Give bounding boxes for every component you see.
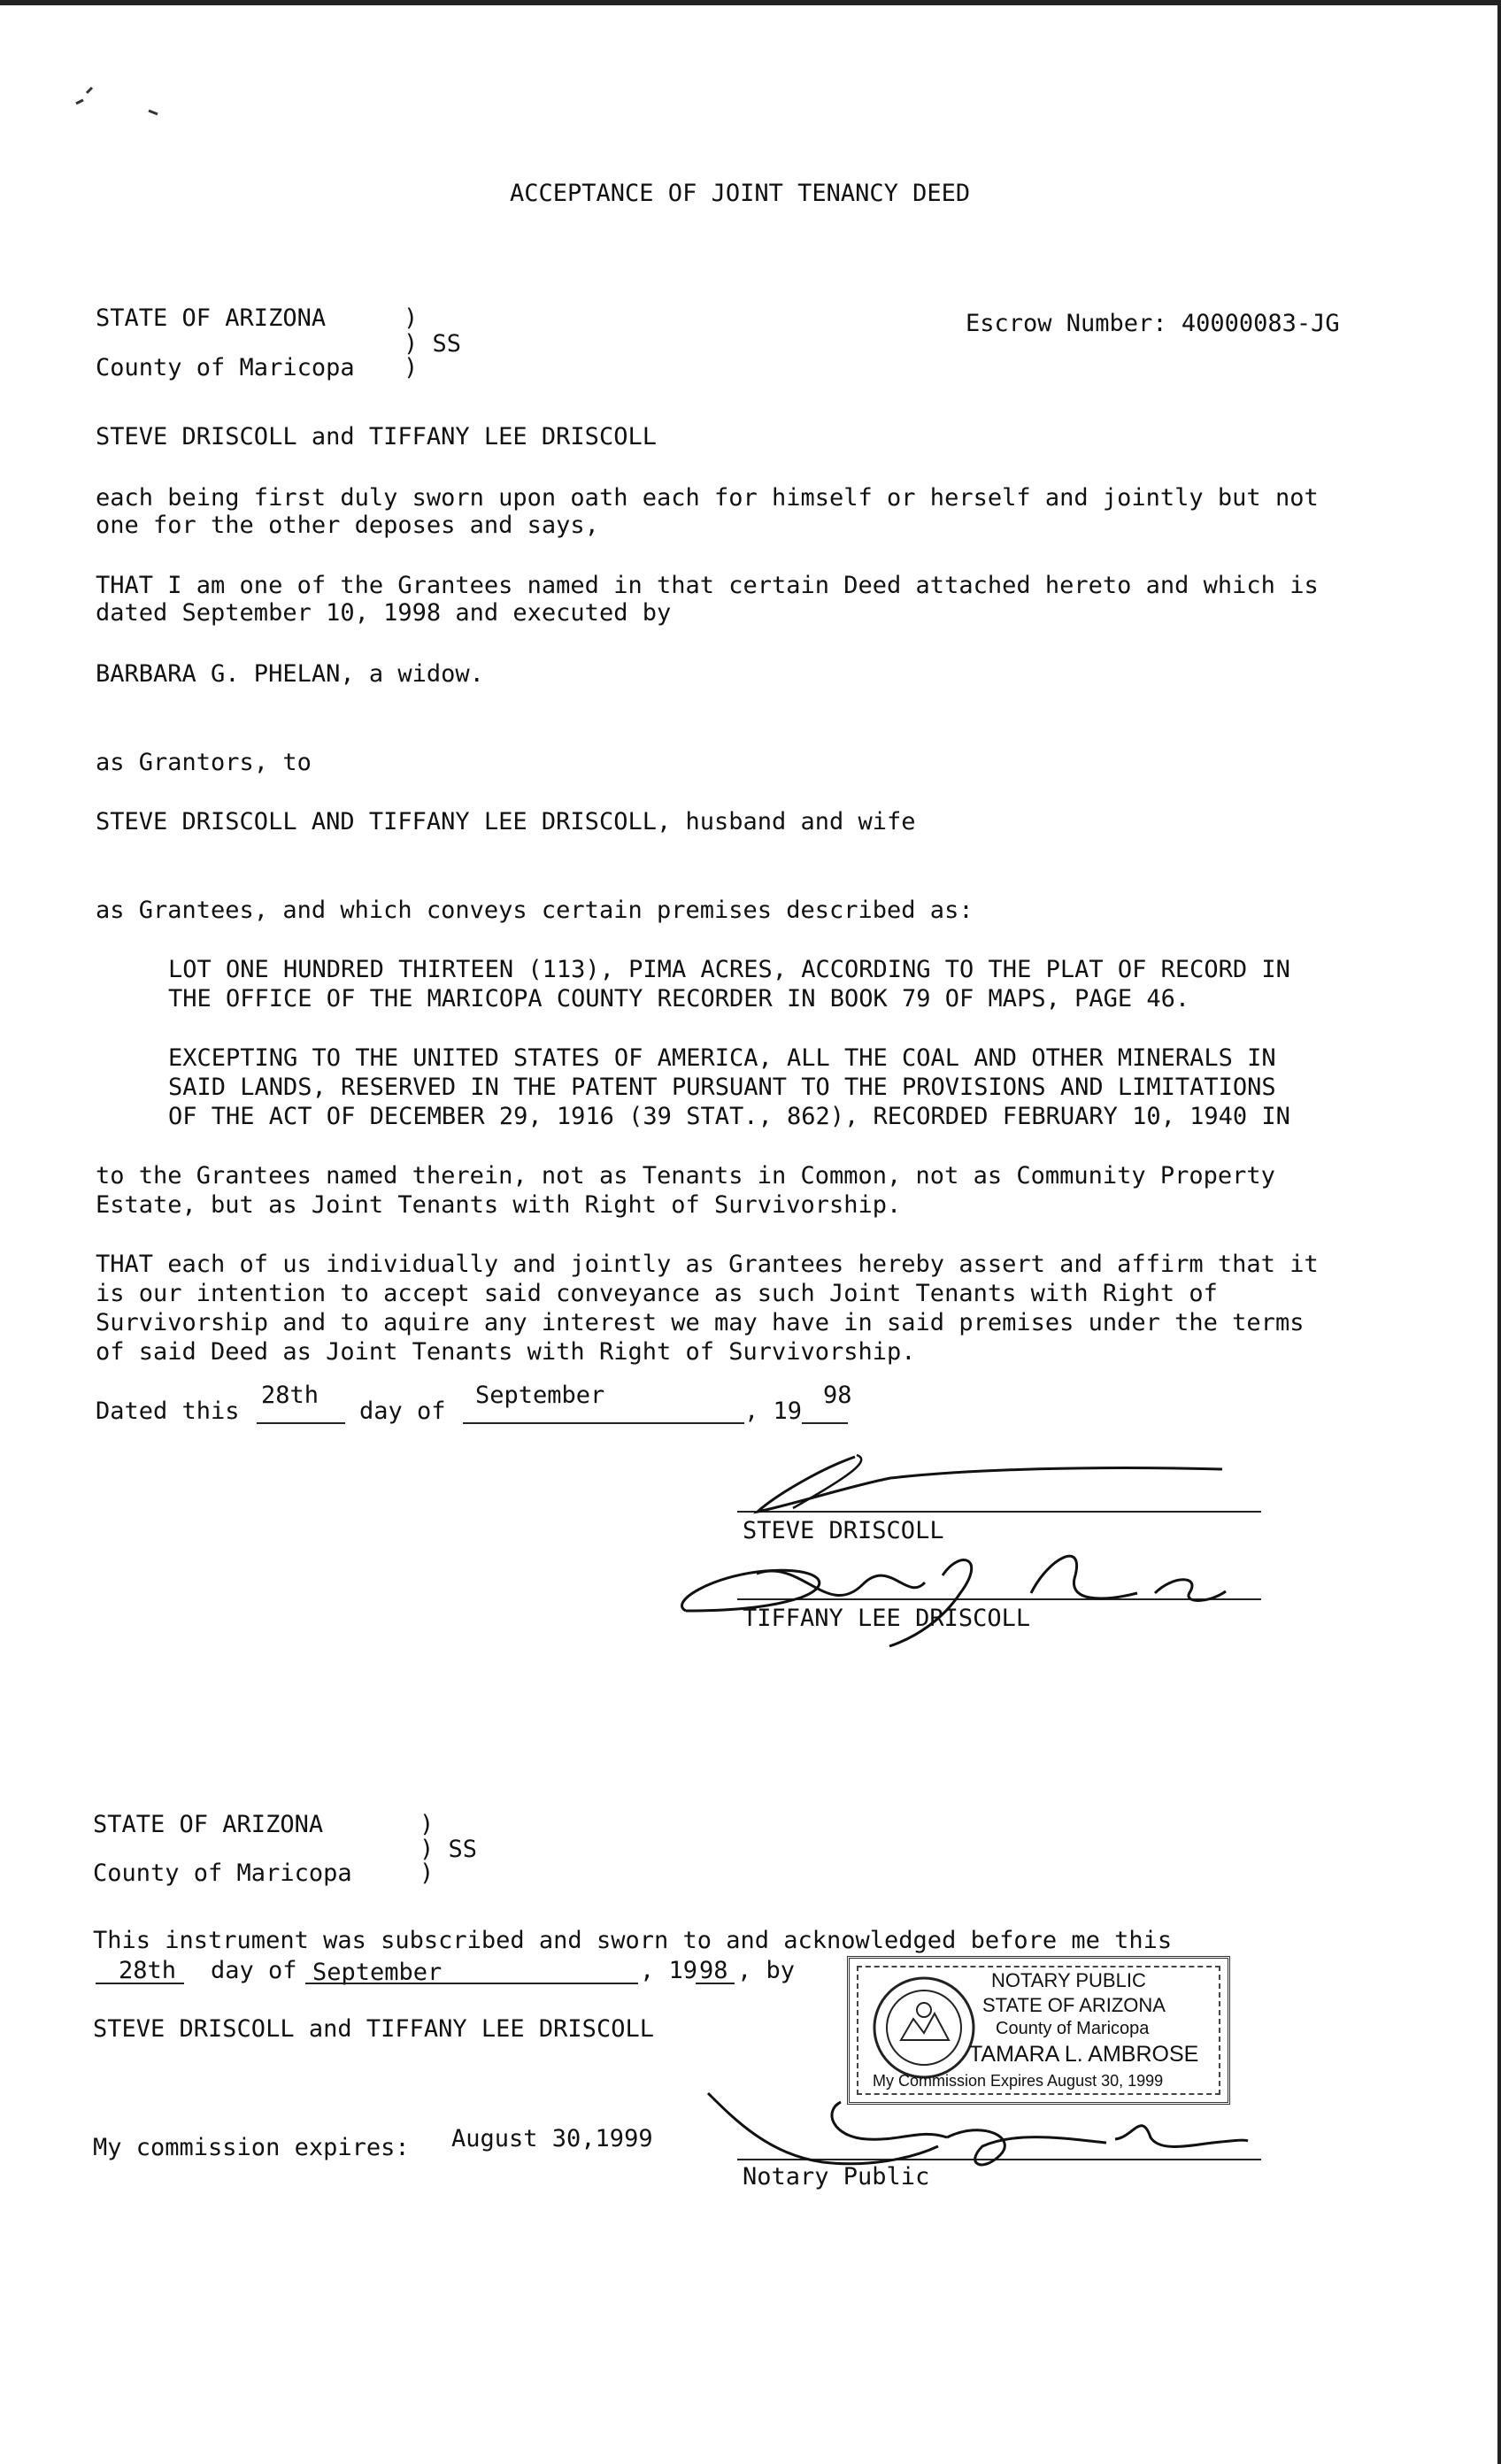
document-title: ACCEPTANCE OF JOINT TENANCY DEED	[510, 180, 971, 207]
venue-paren: )	[404, 354, 419, 381]
legal-exception-line: OF THE ACT OF DECEMBER 29, 1916 (39 STAT., 862), RECORDED FEBRUARY 10, 1940 IN	[168, 1103, 1290, 1130]
venue-paren: )	[404, 304, 419, 332]
tiffany-signature	[659, 1522, 1243, 1655]
paragraph-line: of said Deed as Joint Tenants with Right of Survivorship.	[96, 1338, 916, 1366]
paragraph-line: Survivorship and to aquire any interest we may have in said premises under the terms	[96, 1309, 1305, 1336]
dated-year-prefix: , 19	[744, 1398, 803, 1425]
commission-value: August 30,1999	[451, 2125, 653, 2152]
venue-state: STATE OF ARIZONA	[93, 1811, 324, 1838]
notary-public-label: Notary Public	[743, 2163, 930, 2191]
paragraph-line: each being first duly sworn upon oath each for himself or herself and jointly but not	[96, 484, 1319, 512]
escrow-number: Escrow Number: 40000083-JG	[966, 310, 1340, 337]
ack-by: , by	[737, 1957, 796, 1984]
ack-year-underline	[696, 1983, 735, 1984]
paragraph-line: THAT I am one of the Grantees named in that certain Deed attached hereto and which is	[96, 572, 1319, 599]
ack-month-underline	[305, 1983, 638, 1984]
signer-name-tiffany: TIFFANY LEE DRISCOLL	[743, 1605, 1031, 1632]
scan-border-right	[1497, 0, 1501, 2464]
paragraph-line: is our intention to accept said conveyance as such Joint Tenants with Right of	[96, 1280, 1218, 1307]
paragraph-line: to the Grantees named therein, not as Tenants in Common, not as Community Property	[96, 1162, 1275, 1190]
dated-day-underline	[257, 1422, 345, 1424]
paragraph-line: one for the other deposes and says,	[96, 512, 599, 539]
as-grantees: as Grantees, and which conveys certain premises described as:	[96, 897, 974, 924]
signer-name-steve: STEVE DRISCOLL	[743, 1517, 944, 1544]
legal-exception-line: SAID LANDS, RESERVED IN THE PATENT PURSUANT TO THE PROVISIONS AND LIMITATIONS	[168, 1074, 1276, 1101]
dated-year-underline	[802, 1422, 848, 1424]
venue-ss: ) SS	[420, 1836, 478, 1863]
venue-state: STATE OF ARIZONA	[96, 304, 327, 332]
grantor-name: BARBARA G. PHELAN, a widow.	[96, 660, 484, 688]
paragraph-line: Estate, but as Joint Tenants with Right of Survivorship.	[96, 1191, 902, 1219]
stamp-line: NOTARY PUBLIC	[991, 1969, 1146, 1991]
scan-border-top	[0, 0, 1501, 5]
stray-marks	[71, 84, 177, 128]
venue-county: County of Maricopa	[93, 1860, 352, 1887]
stamp-line: My Commission Expires August 30, 1999	[873, 2072, 1164, 2090]
ack-day-underline	[96, 1983, 184, 1984]
ack-day-of: day of	[211, 1957, 297, 1984]
affiant-names: STEVE DRISCOLL and TIFFANY LEE DRISCOLL	[96, 423, 657, 450]
dated-month-underline	[463, 1422, 744, 1424]
stamp-line: STATE OF ARIZONA	[982, 1994, 1166, 2016]
legal-description-line: LOT ONE HUNDRED THIRTEEN (113), PIMA ACRES, ACCORDING TO THE PLAT OF RECORD IN	[168, 956, 1290, 983]
commission-label: My commission expires:	[93, 2134, 410, 2161]
ack-year-prefix: , 19	[640, 1957, 698, 1984]
ack-names: STEVE DRISCOLL and TIFFANY LEE DRISCOLL	[93, 2015, 654, 2043]
venue-ss: ) SS	[404, 330, 462, 358]
legal-description-line: THE OFFICE OF THE MARICOPA COUNTY RECORDER IN BOOK 79 OF MAPS, PAGE 46.	[168, 985, 1190, 1013]
as-grantors: as Grantors, to	[96, 749, 312, 776]
dated-day-value: 28th	[261, 1382, 319, 1409]
dated-label: Dated this	[96, 1398, 240, 1425]
steve-signature	[740, 1443, 1235, 1522]
stamp-line: TAMARA L. AMBROSE	[969, 2042, 1199, 2067]
paragraph-line: dated September 10, 1998 and executed by	[96, 599, 672, 627]
ack-month-value: September	[312, 1959, 443, 1986]
venue-paren: )	[420, 1860, 435, 1887]
venue-paren: )	[420, 1811, 435, 1838]
acknowledgment-text: This instrument was subscribed and sworn to and acknowledged before me this	[93, 1927, 1173, 1954]
venue-county: County of Maricopa	[96, 354, 355, 381]
ack-year-value: 98	[699, 1957, 728, 1984]
legal-exception-line: EXCEPTING TO THE UNITED STATES OF AMERICA, ALL THE COAL AND OTHER MINERALS IN	[168, 1044, 1276, 1072]
ack-day-value: 28th	[119, 1957, 177, 1984]
dated-year-value: 98	[823, 1382, 852, 1409]
notary-seal-stamp	[847, 1956, 1230, 2105]
dated-month-value: September	[475, 1382, 605, 1409]
grantee-names: STEVE DRISCOLL AND TIFFANY LEE DRISCOLL, husband and wife	[96, 808, 916, 835]
arizona-seal-icon	[871, 1975, 977, 2081]
paragraph-line: THAT each of us individually and jointly as Grantees hereby assert and affirm that it	[96, 1251, 1319, 1278]
stamp-line: County of Maricopa	[996, 2019, 1150, 2038]
dated-day-of: day of	[359, 1398, 446, 1425]
